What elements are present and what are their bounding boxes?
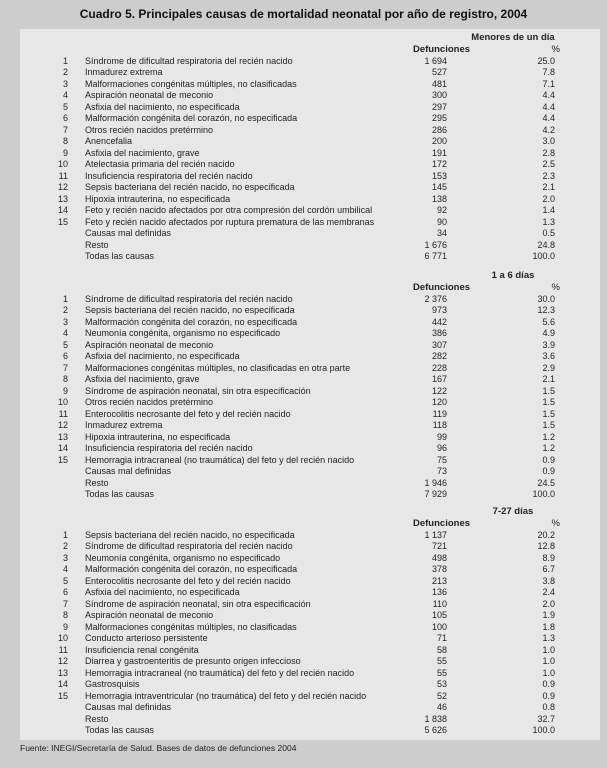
deaths-header: Defunciones (413, 282, 471, 293)
table-title: Cuadro 5. Principales causas de mortalidad neonatal por año de registro, 2004 (79, 7, 528, 21)
cause: Malformaciones congénitas múltiples, no clasificadas (85, 78, 297, 89)
rank: 12 (57, 656, 68, 667)
table-panel (20, 29, 600, 740)
cause: Aspiración neonatal de meconio (85, 90, 214, 101)
deaths: 96 (436, 443, 447, 454)
deaths: 307 (431, 339, 447, 350)
rank: 2 (62, 305, 68, 316)
deaths: 1 838 (424, 713, 447, 724)
table-row (20, 251, 600, 262)
deaths: 1 676 (424, 239, 447, 250)
percent: 2.4 (542, 587, 555, 598)
percent: 1.2 (542, 431, 555, 442)
section-under-one-day (20, 32, 600, 262)
rank: 9 (62, 385, 68, 396)
cause: Sepsis bacteriana del recién nacido, no especificada (85, 182, 295, 193)
rank: 2 (62, 541, 68, 552)
deaths: 167 (431, 374, 447, 385)
deaths: 99 (436, 431, 447, 442)
percent: 100.0 (532, 724, 555, 735)
cause: Causas mal definidas (85, 702, 172, 713)
rank: 2 (62, 67, 68, 78)
cause: Aspiración neonatal de meconio (85, 339, 214, 350)
table-row (20, 576, 600, 587)
percent: 12.3 (537, 305, 555, 316)
table-row (20, 564, 600, 575)
rank: 7 (62, 598, 68, 609)
deaths: 100 (431, 621, 447, 632)
cause: Asfixia del nacimiento, no especificada (85, 587, 240, 598)
table-row (20, 702, 600, 713)
table-row (20, 530, 600, 541)
deaths: 286 (431, 124, 447, 135)
table-row (20, 294, 600, 305)
cause: Asfixia del nacimiento, grave (85, 374, 200, 385)
cause: Hemorragia intracraneal (no traumática) del feto y del recién nacido (85, 667, 355, 678)
cause: Causas mal definidas (85, 228, 172, 239)
percent: 25.0 (537, 56, 555, 66)
table-row (20, 633, 600, 644)
percent-header: % (551, 282, 560, 293)
deaths: 71 (436, 633, 447, 644)
rank: 14 (57, 443, 68, 454)
cause: Sepsis bacteriana del recién nacido, no especificada (85, 530, 295, 540)
table-row (20, 125, 600, 136)
table-row (20, 397, 600, 408)
table-row (20, 182, 600, 193)
percent: 0.9 (542, 466, 555, 477)
deaths: 153 (431, 170, 447, 181)
deaths: 122 (431, 385, 447, 396)
table-row (20, 489, 600, 500)
deaths: 105 (431, 610, 447, 621)
deaths: 498 (431, 552, 447, 563)
deaths: 119 (432, 408, 447, 419)
cause: Hipoxia intrauterina, no especificada (85, 193, 231, 204)
rank: 7 (62, 362, 68, 373)
cause: Malformaciones congénitas múltiples, no clasificadas (85, 621, 297, 632)
table-row (20, 113, 600, 124)
table-row (20, 478, 600, 489)
table-row (20, 541, 600, 552)
deaths: 200 (431, 136, 447, 147)
deaths-header: Defunciones (413, 44, 471, 55)
percent: 1.4 (542, 205, 555, 216)
rank: 5 (62, 575, 68, 586)
cause: Insuficiencia renal congénita (85, 644, 199, 655)
table-row (20, 194, 600, 205)
cause: Insuficiencia respiratoria del recién nacido (85, 443, 253, 454)
section-heading (20, 270, 600, 282)
deaths: 92 (436, 205, 447, 216)
table-row (20, 351, 600, 362)
deaths: 5 626 (424, 724, 447, 735)
table-row (20, 714, 600, 725)
source-note: Fuente: INEGI/Secretaría de Salud. Bases de datos de defunciones 2004 (20, 743, 297, 753)
rank: 9 (62, 621, 68, 632)
table-row (20, 90, 600, 101)
rank: 8 (62, 374, 68, 385)
cause: Asfixia del nacimiento, no especificada (85, 101, 240, 112)
cause: Resto (85, 713, 109, 724)
percent: 24.8 (537, 239, 555, 250)
table-row (20, 409, 600, 420)
deaths: 136 (431, 587, 447, 598)
percent: 0.9 (542, 679, 555, 690)
section-heading (20, 32, 600, 44)
percent: 1.9 (542, 610, 555, 621)
table-row (20, 56, 600, 67)
percent: 2.0 (542, 598, 555, 609)
percent: 1.0 (542, 644, 555, 655)
cause: Anencefalia (85, 136, 133, 147)
table-row (20, 148, 600, 159)
percent: 0.8 (542, 702, 555, 713)
cause: Resto (85, 239, 109, 250)
percent: 1.5 (542, 408, 555, 419)
column-headers (20, 282, 600, 294)
rank: 9 (62, 147, 68, 158)
cause: Malformación congénita del corazón, no especificada (85, 316, 298, 327)
column-headers (20, 518, 600, 530)
cause: Causas mal definidas (85, 466, 172, 477)
rank: 14 (57, 679, 68, 690)
deaths: 7 929 (424, 488, 447, 499)
percent: 4.9 (542, 328, 555, 339)
deaths: 120 (431, 397, 447, 408)
table-row (20, 432, 600, 443)
deaths-header: Defunciones (413, 518, 471, 529)
table-row (20, 645, 600, 656)
table-row (20, 443, 600, 454)
deaths: 295 (431, 113, 447, 124)
percent: 20.2 (537, 530, 555, 540)
rank: 8 (62, 136, 68, 147)
deaths: 228 (431, 362, 447, 373)
cause: Malformación congénita del corazón, no especificada (85, 113, 298, 124)
table-row (20, 102, 600, 113)
deaths: 52 (436, 690, 447, 701)
rank: 10 (57, 397, 68, 408)
rank: 11 (58, 644, 68, 655)
rank: 7 (62, 124, 68, 135)
cause: Enterocolitis necrosante del feto y del recién nacido (85, 575, 291, 586)
percent: 1.8 (542, 621, 555, 632)
rank: 4 (62, 90, 68, 101)
rank: 10 (57, 633, 68, 644)
percent: 2.3 (542, 170, 555, 181)
percent: 4.4 (542, 101, 555, 112)
cause: Malformación congénita del corazón, no especificada (85, 564, 298, 575)
cause: Enterocolitis necrosante del feto y del recién nacido (85, 408, 291, 419)
table-row (20, 691, 600, 702)
rank: 12 (57, 182, 68, 193)
rank: 5 (62, 101, 68, 112)
deaths: 442 (431, 316, 447, 327)
deaths: 1 946 (424, 477, 447, 488)
table-row (20, 455, 600, 466)
deaths: 297 (431, 101, 447, 112)
rank: 12 (57, 420, 68, 431)
table-row (20, 305, 600, 316)
deaths: 172 (431, 159, 447, 170)
percent: 0.9 (542, 454, 555, 465)
section-label: 1 a 6 días (491, 270, 535, 281)
percent: 3.9 (542, 339, 555, 350)
table-row (20, 340, 600, 351)
cause: Resto (85, 477, 109, 488)
percent: 1.5 (542, 385, 555, 396)
percent: 32.7 (537, 713, 555, 724)
cause: Síndrome de dificultad respiratoria del recién nacido (85, 56, 293, 66)
percent: 1.2 (542, 443, 555, 454)
cause: Conducto arterioso persistente (85, 633, 208, 644)
cause: Feto y recién nacido afectados por otra compresión del cordón umbilical (85, 205, 373, 216)
percent: 3.0 (542, 136, 555, 147)
percent: 7.8 (542, 67, 555, 78)
table-row (20, 466, 600, 477)
column-headers (20, 44, 600, 56)
table-row (20, 363, 600, 374)
deaths: 2 376 (424, 294, 447, 304)
percent: 100.0 (532, 250, 555, 261)
cause: Sepsis bacteriana del recién nacido, no especificada (85, 305, 295, 316)
percent: 8.9 (542, 552, 555, 563)
percent: 2.5 (542, 159, 555, 170)
deaths: 118 (432, 420, 447, 431)
rank: 5 (62, 339, 68, 350)
percent: 4.4 (542, 90, 555, 101)
rank: 1 (62, 56, 68, 66)
deaths: 90 (436, 216, 447, 227)
percent-header: % (551, 44, 560, 55)
table-row (20, 420, 600, 431)
rank: 3 (62, 316, 68, 327)
rank: 13 (57, 667, 68, 678)
deaths: 481 (431, 78, 447, 89)
deaths: 378 (431, 564, 447, 575)
deaths: 55 (436, 656, 447, 667)
deaths: 282 (431, 351, 447, 362)
percent: 12.8 (537, 541, 555, 552)
cause: Neumonía congénita, organismo no especificado (85, 552, 281, 563)
table-row (20, 622, 600, 633)
percent: 1.0 (542, 656, 555, 667)
percent: 100.0 (532, 488, 555, 499)
percent: 0.9 (542, 690, 555, 701)
percent: 24.5 (537, 477, 555, 488)
deaths: 73 (436, 466, 447, 477)
deaths: 75 (436, 454, 447, 465)
table-row (20, 679, 600, 690)
percent: 1.3 (542, 633, 555, 644)
deaths: 6 771 (424, 250, 447, 261)
deaths: 721 (431, 541, 447, 552)
deaths: 53 (436, 679, 447, 690)
deaths: 213 (431, 575, 447, 586)
cause: Malformaciones congénitas múltiples, no clasificadas en otra parte (85, 362, 351, 373)
rank: 13 (57, 193, 68, 204)
table-row (20, 317, 600, 328)
cause: Gastrosquisis (85, 679, 140, 690)
rank: 4 (62, 328, 68, 339)
percent: 30.0 (537, 294, 555, 304)
cause: Todas las causas (85, 724, 155, 735)
table-row (20, 668, 600, 679)
rank: 1 (62, 294, 68, 304)
cause: Hemorragia intraventricular (no traumática) del feto y del recién nacido (85, 690, 367, 701)
table-row (20, 159, 600, 170)
table-row (20, 240, 600, 251)
cause: Hipoxia intrauterina, no especificada (85, 431, 231, 442)
percent-header: % (551, 518, 560, 529)
section-label: Menores de un día (471, 32, 555, 43)
cause: Aspiración neonatal de meconio (85, 610, 214, 621)
rank: 4 (62, 564, 68, 575)
table-row (20, 217, 600, 228)
deaths: 58 (436, 644, 447, 655)
cause: Hemorragia intracraneal (no traumática) del feto y del recién nacido (85, 454, 355, 465)
deaths: 110 (432, 598, 447, 609)
cause: Asfixia del nacimiento, grave (85, 147, 200, 158)
cause: Inmadurez extrema (85, 420, 163, 431)
deaths: 1 694 (424, 56, 447, 66)
deaths: 300 (431, 90, 447, 101)
table-row (20, 205, 600, 216)
rank: 8 (62, 610, 68, 621)
rank: 10 (57, 159, 68, 170)
percent: 2.1 (542, 374, 555, 385)
rank: 6 (62, 351, 68, 362)
percent: 4.4 (542, 113, 555, 124)
cause: Todas las causas (85, 250, 155, 261)
deaths: 973 (431, 305, 447, 316)
cause: Insuficiencia respiratoria del recién nacido (85, 170, 253, 181)
table-row (20, 228, 600, 239)
cause: Síndrome de dificultad respiratoria del recién nacido (85, 294, 293, 304)
section-label: 7-27 días (492, 506, 534, 517)
rank: 15 (57, 690, 68, 701)
rank: 1 (62, 530, 68, 540)
cause: Neumonía congénita, organismo no especificado (85, 328, 281, 339)
percent: 1.5 (542, 420, 555, 431)
percent: 2.9 (542, 362, 555, 373)
rank: 3 (62, 552, 68, 563)
section-1-to-6-days (20, 270, 600, 500)
percent: 2.1 (542, 182, 555, 193)
table-row (20, 725, 600, 736)
cause: Síndrome de aspiración neonatal, sin otra especificación (85, 598, 311, 609)
percent: 1.3 (542, 216, 555, 227)
section-heading (20, 506, 600, 518)
cause: Inmadurez extrema (85, 67, 163, 78)
percent: 0.5 (542, 228, 555, 239)
rank: 15 (57, 216, 68, 227)
deaths: 138 (431, 193, 447, 204)
rank: 14 (57, 205, 68, 216)
cause: Todas las causas (85, 488, 155, 499)
percent: 1.0 (542, 667, 555, 678)
percent: 2.8 (542, 147, 555, 158)
section-7-to-27-days (20, 506, 600, 736)
deaths: 527 (431, 67, 447, 78)
rank: 13 (57, 431, 68, 442)
cause: Feto y recién nacido afectados por ruptura prematura de las membranas (85, 216, 375, 227)
cause: Atelectasia primaria del recién nacido (85, 159, 235, 170)
table-row (20, 79, 600, 90)
deaths: 145 (431, 182, 447, 193)
table-row (20, 599, 600, 610)
rank: 6 (62, 587, 68, 598)
percent: 2.0 (542, 193, 555, 204)
percent: 3.8 (542, 575, 555, 586)
deaths: 34 (436, 228, 447, 239)
cause: Síndrome de dificultad respiratoria del recién nacido (85, 541, 293, 552)
deaths: 55 (436, 667, 447, 678)
deaths: 386 (431, 328, 447, 339)
cause: Síndrome de aspiración neonatal, sin otra especificación (85, 385, 311, 396)
rank: 11 (58, 170, 68, 181)
percent: 3.6 (542, 351, 555, 362)
percent: 1.5 (542, 397, 555, 408)
rank: 3 (62, 78, 68, 89)
table-row (20, 610, 600, 621)
deaths: 191 (431, 147, 447, 158)
table-row (20, 171, 600, 182)
table-row (20, 374, 600, 385)
cause: Otros recién nacidos pretérmino (85, 124, 214, 135)
table-row (20, 67, 600, 78)
rank: 6 (62, 113, 68, 124)
percent: 4.2 (542, 124, 555, 135)
cause: Otros recién nacidos pretérmino (85, 397, 214, 408)
table-row (20, 136, 600, 147)
cause: Asfixia del nacimiento, no especificada (85, 351, 240, 362)
rank: 15 (57, 454, 68, 465)
table-row (20, 656, 600, 667)
cause: Diarrea y gastroenteritis de presunto origen infeccioso (85, 656, 301, 667)
deaths: 1 137 (424, 530, 447, 540)
table-row (20, 553, 600, 564)
percent: 6.7 (542, 564, 555, 575)
table-row (20, 587, 600, 598)
deaths: 46 (436, 702, 447, 713)
percent: 7.1 (542, 78, 555, 89)
table-row (20, 386, 600, 397)
table-row (20, 328, 600, 339)
percent: 5.6 (542, 316, 555, 327)
rank: 11 (58, 408, 68, 419)
